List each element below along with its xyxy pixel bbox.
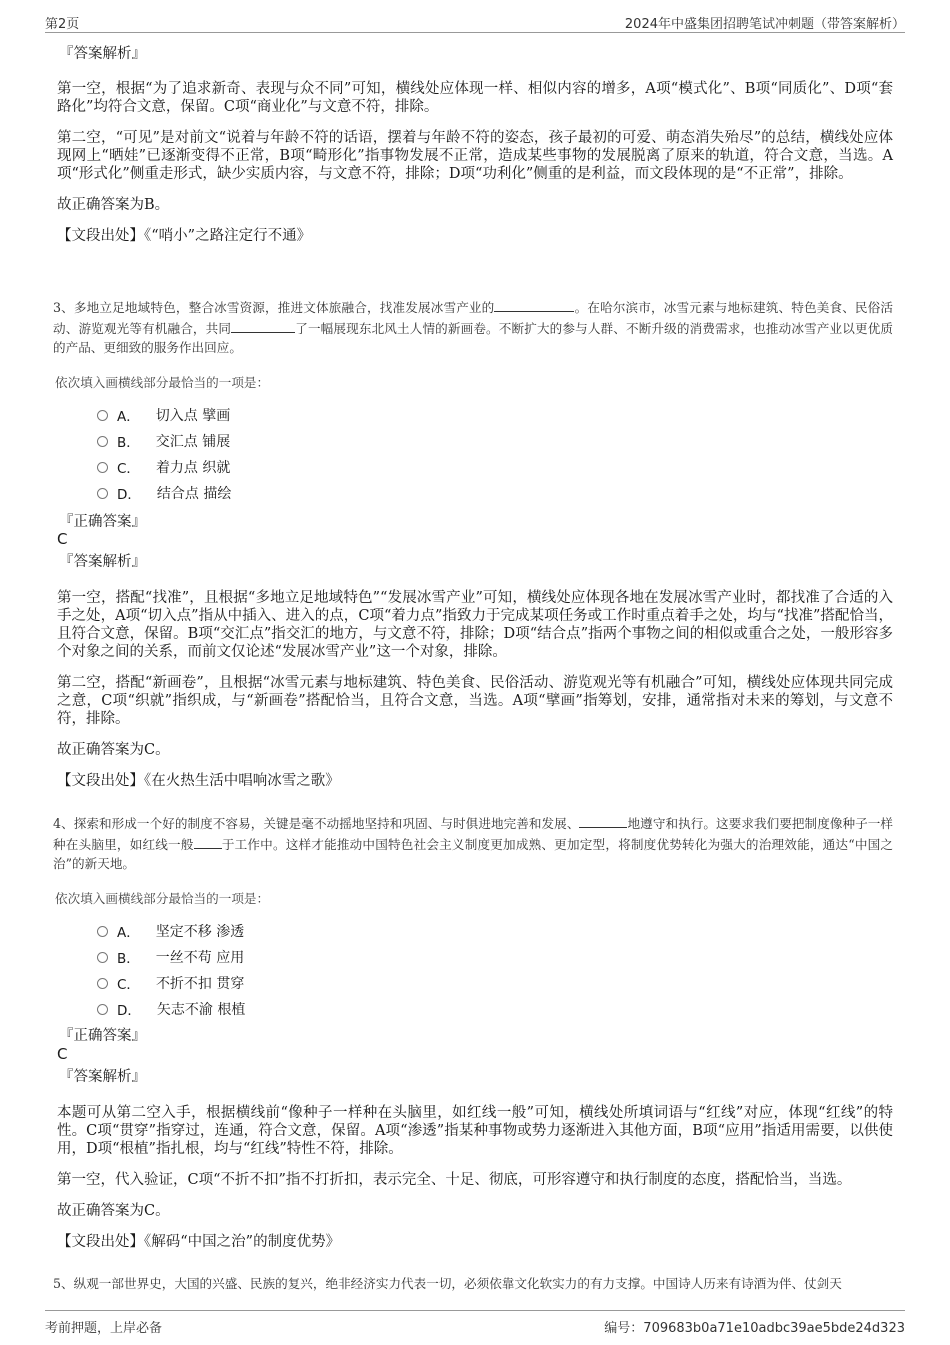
- q3-prompt: 依次填入画横线部分最恰当的一项是：: [55, 375, 270, 390]
- q3-text-c: 了一幅展现东北风土人情的新画卷。不断扩大的参与人群、不断升级的消费需求，也推动冰雪产业以更优质的产品、更细致的服务作出回应。: [53, 320, 894, 355]
- q4-analysis-para2: 第一空，代入验证，C项“不折不扣”指不打折扣，表示完全、十足、彻底，可形容遵守和执行制度的态度，搭配恰当，当选。: [57, 1172, 852, 1188]
- option-text: 不折不扣 贯穿: [155, 976, 245, 992]
- page-header: [45, 10, 905, 33]
- q3-analysis-block: [57, 553, 893, 810]
- q3-text: [53, 297, 893, 358]
- q2-analysis-label: 『答案解析』: [59, 46, 146, 62]
- q4-correct-value: C: [57, 1045, 68, 1063]
- radio-icon[interactable]: [97, 926, 108, 937]
- q4-option-c[interactable]: [97, 973, 244, 993]
- option-letter: D．: [117, 487, 141, 503]
- q4-correct-label: 『正确答案』: [59, 1028, 146, 1044]
- q3-analysis-para2: 第二空，搭配“新画卷”，且根据“冰雪元素与地标建筑、特色美食、民俗活动、游览观光等有机融合”可知，横线处应体现共同完成之意，C项“织就”指织成，与“新画卷”搭配恰当，且符合文意，当选。A项“擘画”指筹划，安排，通常指对未来的筹划，与文意不符，排除。: [57, 675, 893, 727]
- option-letter: B．: [117, 435, 140, 451]
- option-text: 切入点 擘画: [155, 408, 231, 424]
- document-title: 2024年中盛集团招聘笔试冲刺题（带答案解析）: [624, 17, 905, 32]
- q4-analysis-block: [57, 1068, 893, 1271]
- q4-text-b: 地遵守和执行。这要求我们要把制度像种子一样种在头脑里，如红线一般: [53, 816, 894, 852]
- q5-text: 5、纵观一部世界史，大国的兴盛、民族的复兴，绝非经济实力代表一切，必须依靠文化软实力的有力支撑。中国诗人历来有诗酒为伴、仗剑天: [53, 1276, 842, 1291]
- option-text: 一丝不苟 应用: [155, 950, 245, 966]
- q4-option-b[interactable]: [97, 947, 244, 967]
- radio-icon[interactable]: [97, 952, 108, 963]
- q4-blank-1: [579, 813, 627, 828]
- radio-icon[interactable]: [97, 462, 108, 473]
- q4-text-c: 于工作中。这样才能推动中国特色社会主义制度更加成熟、更加定型，将制度优势转化为强大的治理效能，通达“中国之治”的新天地。: [53, 836, 893, 871]
- q4-analysis-para1: 本题可从第二空入手，根据横线前“像种子一样种在头脑里，如红线一般”可知，横线处所填词语与“红线”对应，体现“红线”的特性。C项“贯穿”指穿过，连通，符合文意，保留。A项“渗透”指某种事物或势力逐渐进入其他方面，B项“应用”指适用需要，以供使用，D项“根植”指扎根，均与“红线”特性不符，排除。: [57, 1105, 893, 1157]
- q4-prompt: 依次填入画横线部分最恰当的一项是：: [55, 891, 270, 906]
- option-letter: A．: [117, 925, 140, 941]
- q3-text-b: 。在哈尔滨市，冰雪元素与地标建筑、特色美食、民俗活动、游览观光等有机融合，共同: [53, 300, 894, 336]
- option-text: 交汇点 铺展: [155, 434, 231, 450]
- option-text: 着力点 织就: [155, 460, 231, 476]
- page-footer: [45, 1310, 905, 1335]
- option-letter: C．: [117, 461, 140, 477]
- radio-icon[interactable]: [97, 410, 108, 421]
- q2-analysis-block: [57, 45, 893, 265]
- q2-analysis-para1: 第一空，根据“为了追求新奇、表现与众不同”可知，横线处应体现一样、相似内容的增多，A项“模式化”、B项“同质化”、D项“套路化”均符合文意，保留。C项“商业化”与文意不符，排除。: [57, 81, 893, 115]
- q4-option-d[interactable]: [97, 999, 245, 1019]
- q4-conclusion: 故正确答案为C。: [57, 1203, 170, 1219]
- q4-blank-2: [194, 834, 222, 849]
- footer-slogan: 考前押题，上岸必备: [45, 1321, 163, 1336]
- q4-option-a[interactable]: [97, 921, 244, 941]
- radio-icon[interactable]: [97, 436, 108, 447]
- option-letter: B．: [117, 951, 140, 967]
- q3-text-a: 3、多地立足地域特色，整合冰雪资源，推进文体旅融合，找准发展冰雪产业的: [53, 300, 495, 315]
- q2-source: 【文段出处】《“哨小”之路注定行不通》: [57, 228, 312, 244]
- q3-option-c[interactable]: [97, 457, 230, 477]
- option-letter: D．: [117, 1003, 141, 1019]
- q3-correct-label: 『正确答案』: [59, 514, 146, 530]
- radio-icon[interactable]: [97, 978, 108, 989]
- option-letter: A．: [117, 409, 140, 425]
- q4-source: 【文段出处】《解码“中国之治”的制度优势》: [57, 1234, 341, 1250]
- radio-icon[interactable]: [97, 1004, 108, 1015]
- q3-option-b[interactable]: [97, 431, 230, 451]
- q3-blank-2: [231, 318, 295, 333]
- option-text: 坚定不移 渗透: [155, 924, 245, 940]
- q3-analysis-label: 『答案解析』: [59, 554, 146, 570]
- q3-correct-value: C: [57, 530, 68, 548]
- q3-option-d[interactable]: [97, 483, 231, 503]
- q4-text-a: 4、探索和形成一个好的制度不容易，关键是毫不动摇地坚持和巩固、与时俱进地完善和发展、: [53, 816, 580, 831]
- q2-analysis-para2: 第二空，“可见”是对前文“说着与年龄不符的话语，摆着与年龄不符的姿态，孩子最初的可爱、萌态消失殆尽”的总结，横线处应体现网上“晒娃”已逐渐变得不正常，B项“畸形化”指事物发展不正常，造成某些事物的发展脱离了原来的轨道，符合文意，当选。A项“形式化”侧重走形式，缺少实质内容，与文意不符，排除；D项“功利化”侧重的是利益，而文段体现的是“不正常”，排除。: [57, 130, 893, 182]
- q4-text: [53, 813, 893, 874]
- q2-conclusion: 故正确答案为B。: [57, 197, 170, 213]
- q3-option-a[interactable]: [97, 405, 230, 425]
- radio-icon[interactable]: [97, 488, 108, 499]
- q3-conclusion: 故正确答案为C。: [57, 742, 170, 758]
- q3-source: 【文段出处】《在火热生活中唱响冰雪之歌》: [57, 773, 340, 789]
- option-text: 矢志不渝 根植: [156, 1002, 246, 1018]
- q3-blank-1: [494, 297, 574, 312]
- option-text: 结合点 描绘: [156, 486, 232, 502]
- document-code: 编号：709683b0a71e10adbc39ae5bde24d323: [604, 1321, 905, 1336]
- option-letter: C．: [117, 977, 140, 993]
- page-number: 第2页: [45, 17, 80, 32]
- q4-analysis-label: 『答案解析』: [59, 1069, 146, 1085]
- q3-analysis-para1: 第一空，搭配“找准”，且根据“多地立足地域特色”“发展冰雪产业”可知，横线处应体现各地在发展冰雪产业时，都找准了合适的入手之处，A项“切入点”指从中插入、进入的点，C项“着力点”指致力于完成某项任务或工作时重点着手之处，均与“找准”搭配恰当，且符合文意，保留。B项“交汇点”指交汇的地方，与文意不符，排除；D项“结合点”指两个事物之间的相似或重合之处，一般形容多个对象之间的关系，而前文仅论述“发展冰雪产业”这一个对象，排除。: [57, 590, 893, 660]
